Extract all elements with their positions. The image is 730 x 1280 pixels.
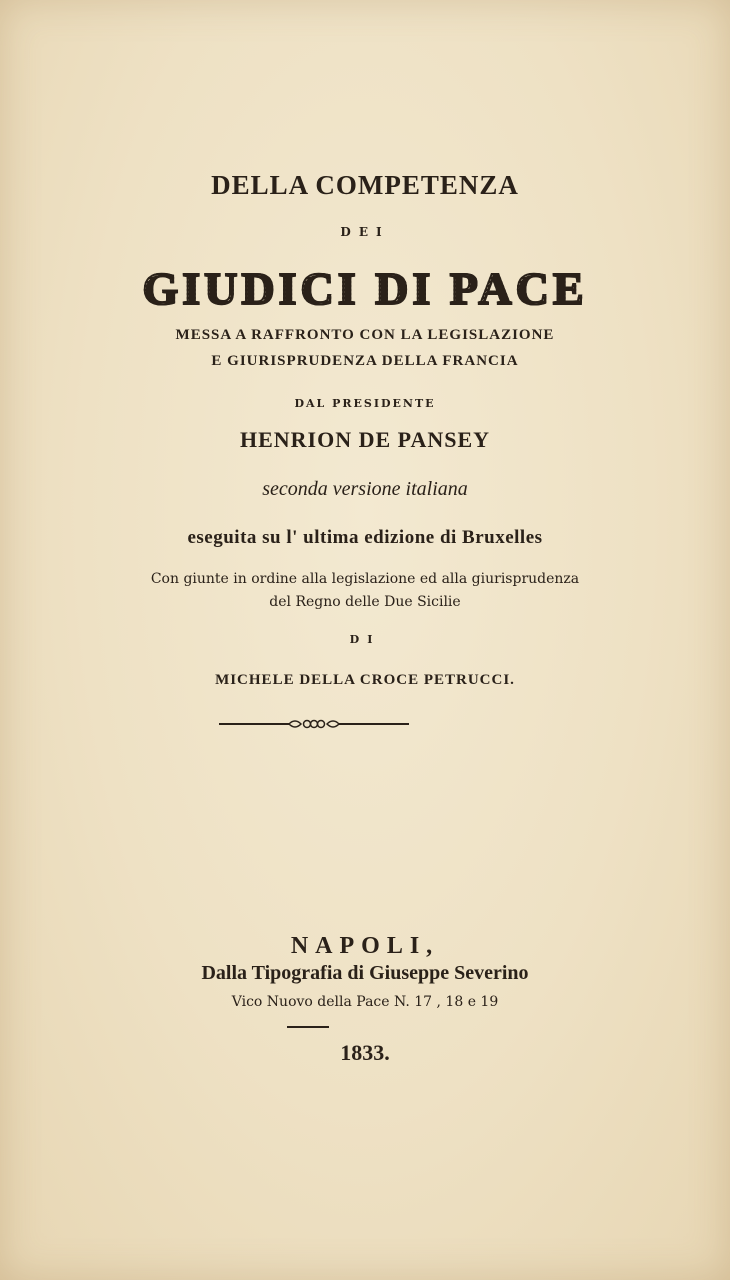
edition-source: eseguita su l' ultima edizione di Bruxelles xyxy=(187,527,543,548)
additions-line-1: Con giunte in ordine alla legislazione ed alla giurisprudenza xyxy=(150,571,580,587)
imprint-city: NAPOLI, xyxy=(290,933,440,959)
imprint-printer: Dalla Tipografia di Giuseppe Severino xyxy=(201,962,529,984)
ornament-divider-icon xyxy=(219,716,409,732)
additions-line-2: del Regno delle Due Sicilie xyxy=(269,594,461,610)
year-rule xyxy=(287,1026,329,1028)
main-title: GIUDICI DI PACE xyxy=(0,262,730,315)
imprint-address: Vico Nuovo della Pace N. 17 , 18 e 19 xyxy=(231,994,499,1010)
author-name: HENRION DE PANSEY xyxy=(239,427,491,452)
author-prefix: DAL PRESIDENTE xyxy=(294,397,436,410)
title-line-1: DELLA COMPETENZA xyxy=(211,170,519,200)
editor-name: MICHELE DELLA CROCE PETRUCCI. xyxy=(215,672,515,688)
subtitle-line-1: MESSA A RAFFRONTO CON LA LEGISLAZIONE xyxy=(175,327,555,343)
subtitle-line-2: E GIURISPRUDENZA DELLA FRANCIA xyxy=(211,353,519,369)
title-dei: DEI xyxy=(340,225,390,239)
publication-year: 1833. xyxy=(340,1040,390,1065)
editor-prefix: DI xyxy=(349,633,381,646)
edition-version: seconda versione italiana xyxy=(262,478,468,500)
